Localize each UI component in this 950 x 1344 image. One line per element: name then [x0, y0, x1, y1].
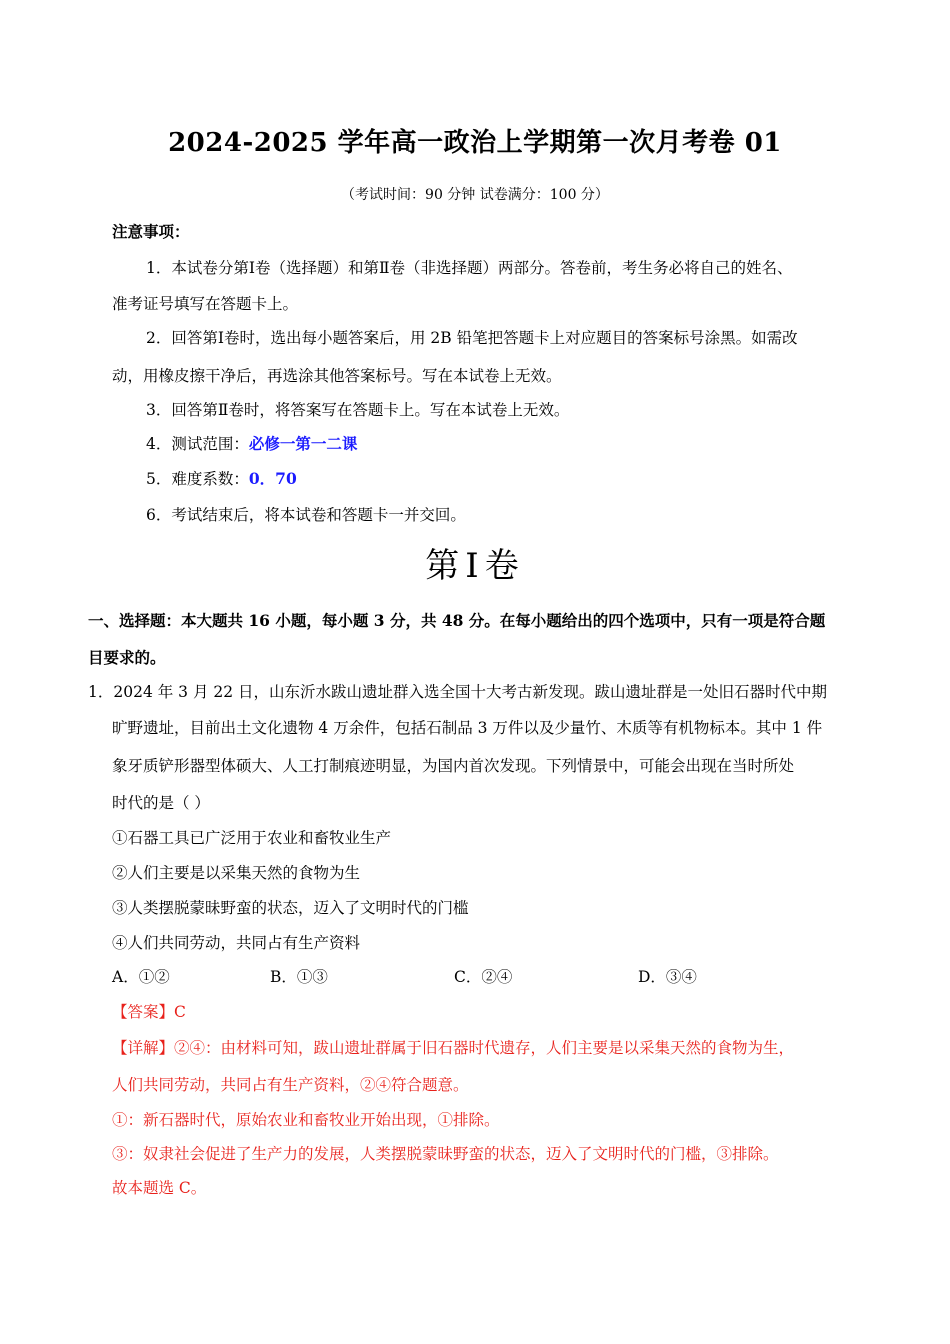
note-3: 3．回答第Ⅱ卷时，将答案写在答题卡上。写在本试卷上无效。 — [146, 401, 570, 419]
difficulty-value: 0．70 — [248, 469, 297, 488]
question-1-stem-line-3: 象牙质铲形器型体硕大、人工打制痕迹明显，为国内首次发现。下列情景中，可能会出现在当时所处 — [112, 757, 795, 775]
question-1-stem-line-4: 时代的是（ ） — [112, 794, 210, 812]
statement-4: ④人们共同劳动，共同占有生产资料 — [112, 934, 361, 952]
option-b: B．①③ — [270, 968, 328, 986]
section-heading-line-2: 目要求的。 — [88, 648, 166, 667]
exam-info: （考试时间：90 分钟 试卷满分：100 分） — [341, 187, 609, 203]
question-1-stem-line-1: 1．2024 年 3 月 22 日，山东沂水跋山遗址群入选全国十大考古新发现。跋山遗址群是一处旧石器时代中期 — [88, 683, 828, 701]
question-1-stem-line-2: 旷野遗址，目前出土文化遗物 4 万余件，包括石制品 3 万件以及少量竹、木质等有机物标本。其中 1 件 — [112, 719, 823, 737]
detail-line-5: 故本题选 C。 — [112, 1179, 207, 1197]
detail-line-3: ①：新石器时代，原始农业和畜牧业开始出现，①排除。 — [112, 1111, 500, 1129]
note-5-label: 5．难度系数： — [146, 470, 249, 488]
note-2-line-1: 2．回答第Ⅰ卷时，选出每小题答案后，用 2B 铅笔把答题卡上对应题目的答案标号涂黑。如需改 — [146, 329, 798, 347]
detail-line-2: 人们共同劳动，共同占有生产资料，②④符合题意。 — [112, 1076, 469, 1094]
answer-line: 【答案】C — [112, 1003, 186, 1021]
note-4 — [146, 432, 357, 454]
detail-line-1: 【详解】②④：由材料可知，跋山遗址群属于旧石器时代遗存，人们主要是以采集天然的食物为生， — [112, 1039, 795, 1057]
statement-3: ③人类摆脱蒙昧野蛮的状态，迈入了文明时代的门槛 — [112, 899, 469, 917]
note-4-label: 4．测试范围： — [146, 435, 249, 453]
note-5 — [146, 467, 297, 489]
volume-title: 第Ⅰ卷 — [425, 546, 525, 586]
statement-2: ②人们主要是以采集天然的食物为生 — [112, 864, 361, 882]
note-1-line-2: 准考证号填写在答题卡上。 — [112, 295, 299, 313]
notes-heading: 注意事项： — [112, 222, 190, 241]
detail-line-4: ③：奴隶社会促进了生产力的发展，人类摆脱蒙昧野蛮的状态，迈入了文明时代的门槛，③排除。 — [112, 1145, 779, 1163]
section-heading-line-1: 一、选择题：本大题共 16 小题，每小题 3 分，共 48 分。在每小题给出的四个选项中，只有一项是符合题 — [88, 611, 826, 630]
option-a: A．①② — [112, 968, 170, 986]
note-6: 6．考试结束后，将本试卷和答题卡一并交回。 — [146, 506, 466, 524]
test-scope: 必修一第一二课 — [248, 434, 358, 453]
page-title: 2024-2025 学年高一政治上学期第一次月考卷 01 — [168, 128, 782, 158]
note-1-line-1: 1．本试卷分第Ⅰ卷（选择题）和第Ⅱ卷（非选择题）两部分。答卷前，考生务必将自己的姓名、 — [146, 259, 793, 277]
note-2-line-2: 动，用橡皮擦干净后，再选涂其他答案标号。写在本试卷上无效。 — [112, 367, 562, 385]
option-c: C．②④ — [454, 968, 513, 986]
option-d: D．③④ — [638, 968, 697, 986]
statement-1: ①石器工具已广泛用于农业和畜牧业生产 — [112, 829, 392, 847]
